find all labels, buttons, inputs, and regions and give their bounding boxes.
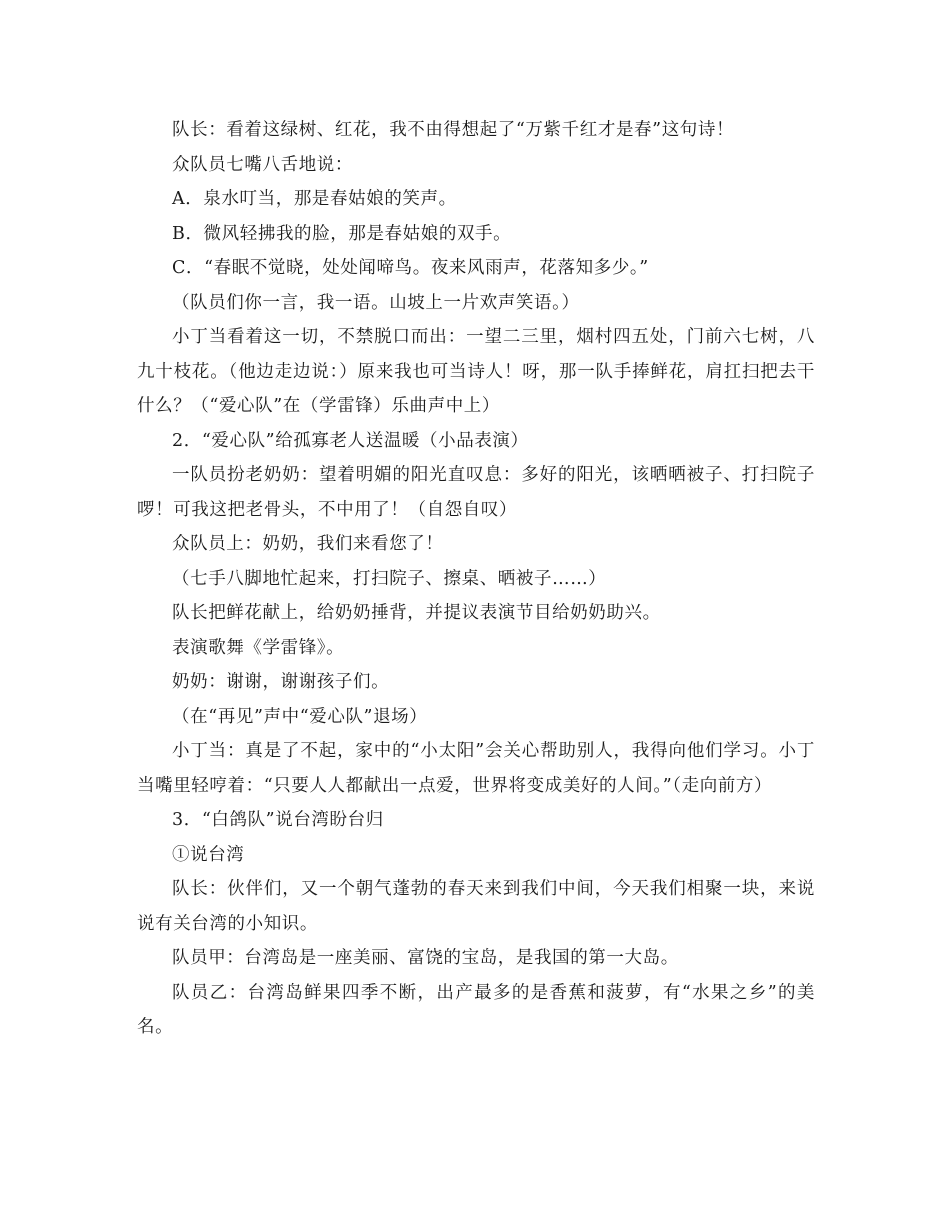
paragraph-11: （七手八脚地忙起来，打扫院子、擦桌、晒被子……）	[172, 568, 607, 589]
paragraph-15: （在“再见”声中“爱心队”退场）	[172, 706, 428, 727]
paragraph-8: 2．“爱心队”给孤寡老人送温暖（小品表演）	[172, 430, 529, 451]
paragraph-21: 队员乙：台湾岛鲜果四季不断，出产最多的是香蕉和菠萝，有“水果之乡”的美名。	[137, 982, 815, 1037]
paragraph-20: 队员甲：台湾岛是一座美丽、富饶的宝岛，是我国的第一大岛。	[172, 948, 679, 968]
paragraph-13: 表演歌舞《学雷锋》。	[172, 637, 345, 658]
paragraph-4: B．微风轻拂我的脸，那是春姑娘的双手。	[172, 223, 512, 244]
paragraph-7: 小丁当看着这一切，不禁脱口而出：一望二三里，烟村四五处，门前六七树，八九十枝花。（他边走边说：）原来我也可当诗人！呀，那一队手捧鲜花，肩扛扫把去干什么？（“爱心队”在（学雷锋）乐曲声中上）	[137, 327, 815, 416]
paragraph-5: C．“春眠不觉晓，处处闻啼鸟。夜来风雨声，花落知多少。”	[172, 258, 649, 278]
paragraph-10: 众队员上：奶奶，我们来看您了！	[172, 534, 444, 554]
paragraph-17: 3．“白鸽队”说台湾盼台归	[172, 810, 384, 830]
paragraph-19: 队长：伙伴们，又一个朝气蓬勃的春天来到我们中间，今天我们相聚一块，来说说有关台湾的小知识。	[137, 879, 815, 934]
paragraph-3: A．泉水叮当，那是春姑娘的笑声。	[172, 189, 457, 209]
document-body	[137, 113, 815, 1045]
paragraph-1: 队长：看着这绿树、红花，我不由得想起了“万紫千红才是春”这句诗！	[172, 120, 735, 140]
paragraph-14: 奶奶：谢谢，谢谢孩子们。	[172, 672, 390, 692]
paragraph-16: 小丁当：真是了不起，家中的“小太阳”会关心帮助别人，我得向他们学习。小丁当嘴里轻哼着：“只要人人都献出一点爱，世界将变成美好的人间。”（走向前方）	[137, 741, 815, 796]
paragraph-2: 众队员七嘴八舌地说：	[172, 154, 353, 175]
paragraph-6: （队员们你一言，我一语。山坡上一片欢声笑语。）	[172, 292, 580, 313]
paragraph-12: 队长把鲜花献上，给奶奶捶背，并提议表演节目给奶奶助兴。	[172, 603, 661, 623]
paragraph-18: ①说台湾	[172, 844, 245, 865]
paragraph-9: 一队员扮老奶奶：望着明媚的阳光直叹息：多好的阳光，该晒晒被子、打扫院子啰！可我这把老骨头，不中用了！（自怨自叹）	[137, 465, 815, 520]
